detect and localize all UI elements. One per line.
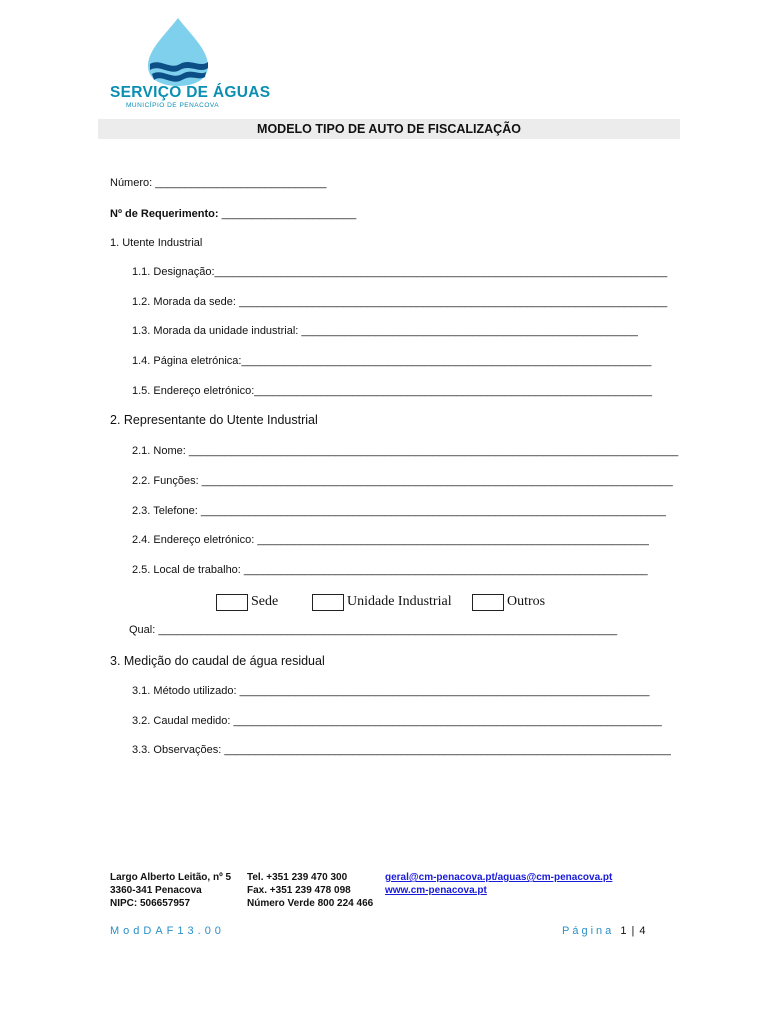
field-endereco-eletronico: 1.5. Endereço eletrónico:_________________________________________________________________ xyxy=(132,385,652,397)
section1-heading: 1. Utente Industrial xyxy=(110,237,203,249)
logo-subtitle: MUNICÍPIO DE PENACOVA xyxy=(126,102,220,109)
field-caudal: 3.2. Caudal medido: ______________________________________________________________________ xyxy=(132,715,662,727)
checkbox-unidade-industrial[interactable] xyxy=(312,594,344,611)
field-metodo: 3.1. Método utilizado: ___________________________________________________________________ xyxy=(132,685,650,697)
field-nome: 2.1. Nome: ________________________________________________________________________________ xyxy=(132,445,679,457)
footer-address xyxy=(110,871,231,910)
service-logo xyxy=(108,14,271,114)
field-local-trabalho: 2.5. Local de trabalho: __________________________________________________________________ xyxy=(132,564,648,576)
checkbox-unidade-industrial-label: Unidade Industrial xyxy=(347,594,452,609)
field-pagina-eletronica: 1.4. Página eletrónica:___________________________________________________________________ xyxy=(132,355,652,367)
page-number: 1 | 4 xyxy=(620,925,647,937)
section3-heading: 3. Medição do caudal de água residual xyxy=(110,654,325,668)
field-funcoes: 2.2. Funções: _____________________________________________________________________________ xyxy=(132,475,673,487)
field-morada-unidade: 1.3. Morada da unidade industrial: _______________________________________________________ xyxy=(132,325,638,337)
field-qual: Qual: ___________________________________________________________________________ xyxy=(129,624,618,636)
footer-address-line: Largo Alberto Leitão, nº 5 xyxy=(110,872,232,883)
requerimento-blank: ______________________ xyxy=(221,208,357,220)
checkbox-sede-label: Sede xyxy=(251,594,279,609)
footer-links xyxy=(385,871,612,897)
checkbox-outros[interactable] xyxy=(472,594,504,611)
footer-address-line: 3360-341 Penacova xyxy=(110,885,202,896)
checkbox-outros-label: Outros xyxy=(507,594,546,609)
field-morada-sede: 1.2. Morada da sede: ______________________________________________________________________ xyxy=(132,296,668,308)
checkbox-sede[interactable] xyxy=(216,594,248,611)
section2-heading: 2. Representante do Utente Industrial xyxy=(110,413,318,427)
website-link[interactable]: www.cm-penacova.pt xyxy=(385,885,487,896)
footer-numero-verde: Número Verde 800 224 466 xyxy=(247,898,374,909)
field-telefone: 2.3. Telefone: ____________________________________________________________________________ xyxy=(132,505,666,517)
water-drop-icon xyxy=(108,14,248,86)
requerimento-label: Nº de Requerimento: xyxy=(110,208,219,220)
footer-nipc: NIPC: 506657957 xyxy=(110,898,191,909)
page-label: Página xyxy=(562,925,615,937)
document-title: MODELO TIPO DE AUTO DE FISCALIZAÇÃO xyxy=(98,119,680,139)
requerimento-field xyxy=(110,208,356,220)
field-designacao: 1.1. Designação:__________________________________________________________________________ xyxy=(132,266,668,278)
field-endereco-eletronico-rep: 2.4. Endereço eletrónico: ________________________________________________________________ xyxy=(132,534,649,546)
email-link[interactable]: geral@cm-penacova.pt/aguas@cm-penacova.pt xyxy=(385,872,613,883)
document-code: ModDAF13.00 xyxy=(110,925,225,937)
field-observacoes: 3.3. Observações: _________________________________________________________________________ xyxy=(132,744,671,756)
page-indicator xyxy=(562,925,647,937)
numero-field: Número: ____________________________ xyxy=(110,177,327,189)
footer-contacts xyxy=(247,871,373,910)
footer-fax: Fax. +351 239 478 098 xyxy=(247,885,351,896)
logo-title: SERVIÇO DE ÁGUAS xyxy=(110,84,271,101)
footer-tel: Tel. +351 239 470 300 xyxy=(247,872,348,883)
